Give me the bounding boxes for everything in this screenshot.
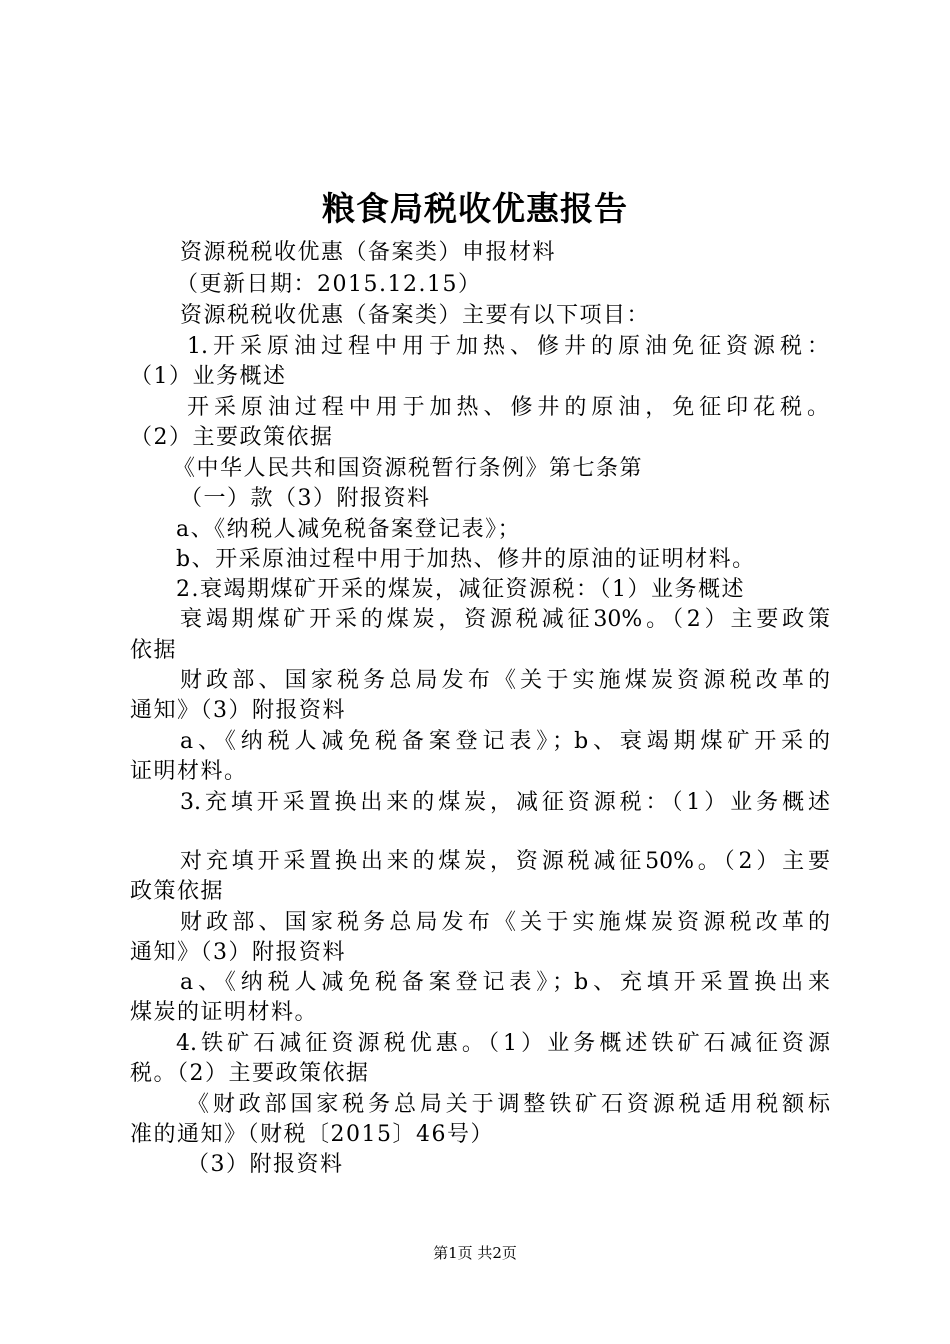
paragraph-line: 煤炭的证明材料。 — [130, 1000, 319, 1025]
paragraph-line: 3.充填开采置换出来的煤炭，减征资源税：（1）业务概述 — [180, 790, 830, 815]
paragraph-line: （2）主要政策依据 — [130, 425, 334, 450]
paragraph-line: （一）款（3）附报资料 — [180, 486, 431, 511]
paragraph-line: （3）附报资料 — [187, 1152, 344, 1177]
paragraph-line: 通知》（3）附报资料 — [130, 940, 346, 965]
paragraph-line: 《财政部国家税务总局关于调整铁矿石资源税适用税额标 — [187, 1092, 830, 1117]
paragraph-line: 资源税税收优惠（备案类）申报材料 — [180, 240, 557, 265]
paragraph-line: 税。（2）主要政策依据 — [130, 1061, 370, 1086]
paragraph-line: 财政部、国家税务总局发布《关于实施煤炭资源税改革的 — [180, 910, 830, 935]
paragraph-line: a、《纳税人减免税备案登记表》；b、衰竭期煤矿开采的 — [180, 729, 830, 754]
paragraph-line: 1.开采原油过程中用于加热、修井的原油免征资源税： — [187, 334, 829, 359]
paragraph-line: （更新日期：2015.12.15） — [176, 272, 482, 297]
paragraph-line: （1）业务概述 — [130, 364, 287, 389]
page-indicator: 第1页 共2页 — [433, 1244, 517, 1262]
paragraph-line: b、开采原油过程中用于加热、修井的原油的证明材料。 — [176, 547, 756, 572]
paragraph-line: 2.衰竭期煤矿开采的煤炭，减征资源税：（1）业务概述 — [176, 577, 745, 602]
paragraph-line: 财政部、国家税务总局发布《关于实施煤炭资源税改革的 — [180, 668, 830, 693]
paragraph-line: 开采原油过程中用于加热、修井的原油，免征印花税。 — [187, 395, 829, 420]
paragraph-line: 4.铁矿石减征资源税优惠。（1）业务概述铁矿石减征资源 — [176, 1031, 830, 1056]
paragraph-line: 《中华人民共和国资源税暂行条例》第七条第 — [173, 456, 644, 481]
paragraph-line: a、《纳税人减免税备案登记表》； — [176, 517, 522, 542]
paragraph-line: 资源税税收优惠（备案类）主要有以下项目： — [180, 303, 651, 328]
paragraph-line: 通知》（3）附报资料 — [130, 698, 346, 723]
paragraph-line: 证明材料。 — [130, 759, 248, 784]
paragraph-line: 准的通知》（财税〔2015〕46号） — [130, 1122, 494, 1147]
paragraph-line: a、《纳税人减免税备案登记表》；b、充填开采置换出来 — [180, 970, 830, 995]
paragraph-line: 政策依据 — [130, 879, 225, 904]
document-title: 粮食局税收优惠报告 — [322, 189, 628, 228]
paragraph-line: 依据 — [130, 638, 178, 663]
paragraph-line: 对充填开采置换出来的煤炭，资源税减征50%。（2）主要 — [180, 849, 830, 874]
paragraph-line: 衰竭期煤矿开采的煤炭，资源税减征30%。（2）主要政策 — [180, 607, 830, 632]
